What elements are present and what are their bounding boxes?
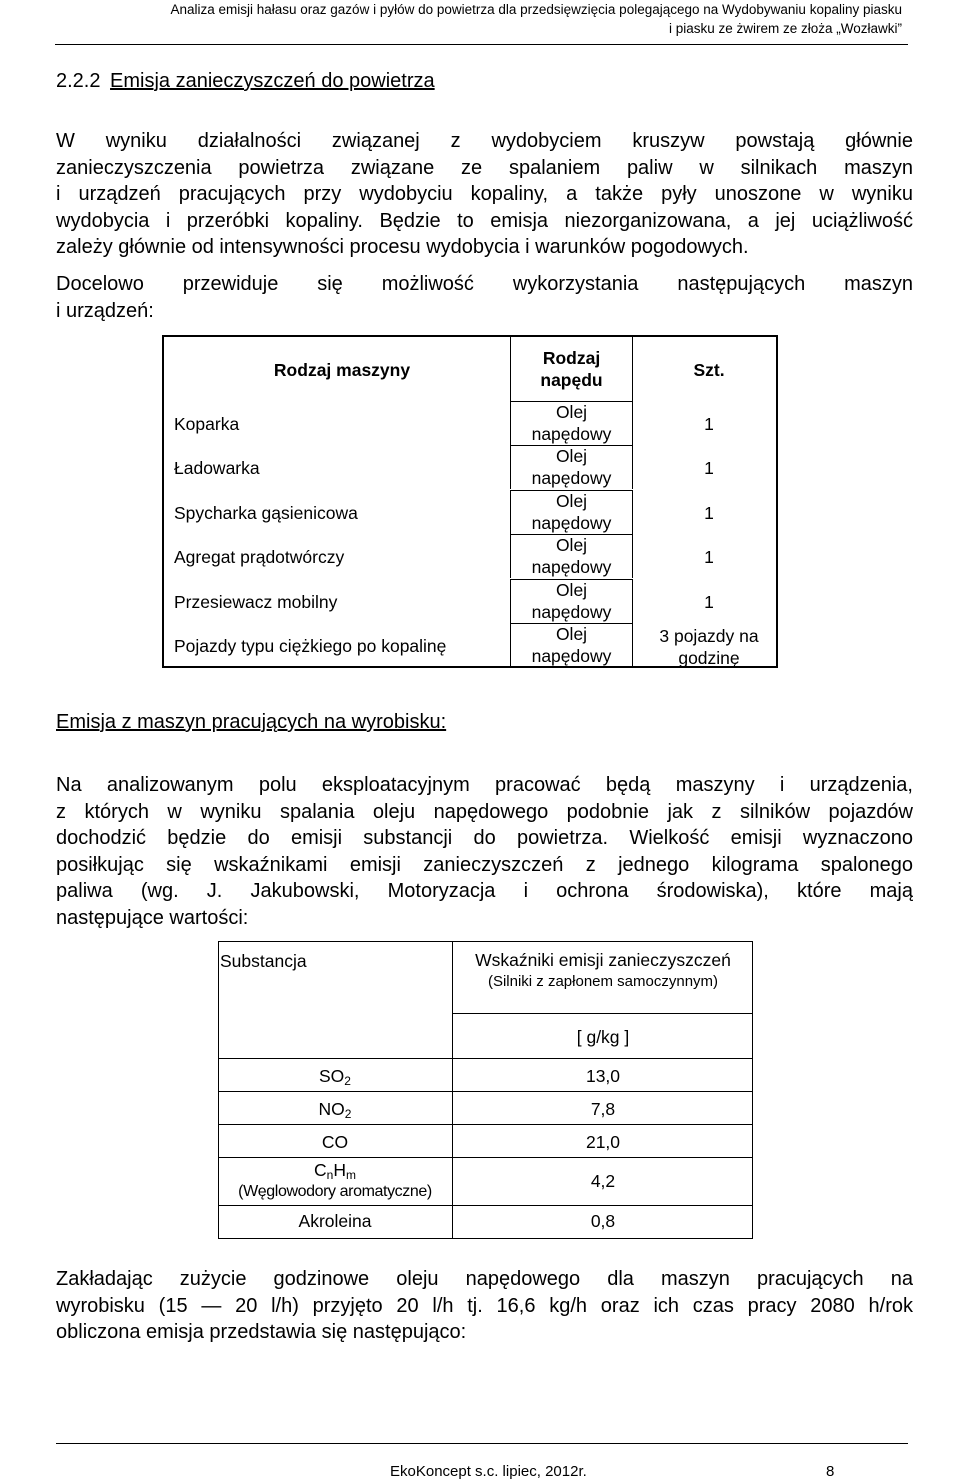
table-column-divider [452, 941, 453, 1239]
value-co: 21,0 [585, 1132, 621, 1152]
value-no2: 7,8 [590, 1099, 616, 1119]
section-title-text: Emisja zanieczyszczeń do powietrza [110, 70, 435, 92]
header-bottom-divider [218, 1058, 753, 1059]
drive-line-2: napędowy [531, 556, 612, 577]
machine-name: Spycharka gąsienicowa [174, 503, 358, 523]
machine-quantity: 1 [704, 503, 714, 523]
unit-row-divider [452, 1013, 753, 1014]
drive-line-2: napędowy [531, 645, 612, 666]
paragraph-2-line-2: i urządzeń: [56, 299, 154, 322]
paragraph-4-line-4: posiłkując się wskaźnikami emisji zanieczyszczeń z jednego kilograma spalonego [56, 853, 913, 876]
paragraph-1-line-2: zanieczyszczenia powietrza związane ze spalaniem paliw w silnikach maszyn [56, 156, 913, 179]
machines-emission-heading: Emisja z maszyn pracujących na wyrobisku: [56, 711, 447, 733]
header-line-1: Analiza emisji hałasu oraz gazów i pyłów do powietrza dla przedsięwzięcia polegającego na Wydobywaniu kopaliny piasku [170, 2, 902, 17]
drive-cell [510, 534, 633, 578]
machine-quantity [644, 625, 774, 669]
section-title [56, 68, 435, 94]
machine-quantity: 1 [704, 458, 714, 478]
table-border-top [218, 941, 753, 942]
paragraph-5-line-3: obliczona emisja przedstawia się następująco: [56, 1321, 467, 1343]
substance-cnhm-h: H [333, 1160, 346, 1180]
drive-line-2: napędowy [531, 467, 612, 488]
substance-co: CO [321, 1132, 349, 1152]
paragraph-4-line-6: następujące wartości: [56, 906, 249, 929]
page-number: 8 [826, 1463, 835, 1480]
value-so2: 13,0 [585, 1066, 621, 1086]
substance-so2-sub: 2 [344, 1074, 351, 1088]
drive-line-2: napędowy [531, 601, 612, 622]
drive-line-1: Olej [555, 535, 588, 555]
substance-cnhm-description: (Węglowodory aromatyczne) [238, 1183, 432, 1200]
drive-cell [510, 623, 633, 668]
machine-name: Koparka [174, 414, 240, 434]
header-drive-line-1: Rodzaj [542, 348, 601, 368]
drive-line-1: Olej [555, 446, 588, 466]
header-drive-type [510, 347, 633, 391]
machine-name: Pojazdy typu ciężkiego po kopalinę [174, 636, 447, 656]
drive-cell [510, 401, 633, 445]
table-border-right [752, 941, 753, 1239]
drive-line-1: Olej [555, 580, 588, 600]
machine-name: Agregat prądotwórczy [174, 547, 345, 567]
substance-so2-main: SO [319, 1066, 345, 1086]
header-substance: Substancja [220, 951, 307, 971]
substance-akroleina: Akroleina [298, 1211, 372, 1231]
drive-cell [510, 445, 633, 489]
drive-line-2: napędowy [531, 512, 612, 533]
paragraph-4-line-2: z których w wyniku spalania oleju napędowego podobnie jak z silników pojazdów [56, 800, 913, 823]
paragraph-1-line-3: i urządzeń pracujących przy wydobyciu kopaliny, a także pyły unoszone w wyniku [56, 183, 913, 205]
machines-table [162, 335, 778, 668]
machine-name: Przesiewacz mobilny [174, 592, 338, 612]
paragraph-1-line-1: W wyniku działalności związanej z wydobyciem kruszyw powstają głównie [56, 130, 913, 152]
paragraph-4-line-3: dochodzić będzie do emisji substancji do powietrza. Wielkość emisji wyznaczono [56, 827, 913, 849]
machine-quantity: 1 [704, 547, 714, 567]
drive-line-2: napędowy [531, 423, 612, 444]
drive-line-1: Olej [555, 402, 588, 422]
table-border-bottom [218, 1238, 753, 1239]
substance-no2 [218, 1099, 452, 1124]
emission-factor-table [218, 941, 753, 1239]
machine-quantity: 1 [704, 592, 714, 612]
substance-no2-sub: 2 [344, 1107, 352, 1121]
value-cnhm: 4,2 [590, 1171, 616, 1191]
paragraph-5-line-2: wyrobisku (15 — 20 l/h) przyjęto 20 l/h tj. 16,6 kg/h oraz ich czas pracy 2080 h/rok [56, 1294, 913, 1317]
drive-cell [510, 579, 633, 623]
header-machine-type: Rodzaj maszyny [273, 360, 411, 380]
quantity-line-1: 3 pojazdy na [659, 626, 759, 646]
drive-line-1: Olej [555, 624, 588, 644]
header-unit: [ g/kg ] [576, 1027, 630, 1047]
running-header [42, 0, 902, 38]
paragraph-5-line-1: Zakładając zużycie godzinowe oleju napędowego dla maszyn pracujących na [56, 1268, 913, 1290]
drive-line-1: Olej [555, 491, 588, 511]
header-engine-type: (Silniki z zapłonem samoczynnym) [487, 973, 719, 990]
paragraph-1-line-4: wydobycia i przeróbki kopaliny. Będzie to emisja niezorganizowana, a jej uciążliwość [56, 209, 913, 232]
row-divider [218, 1205, 753, 1206]
header-quantity: Szt. [693, 360, 725, 380]
value-akroleina: 0,8 [590, 1211, 616, 1231]
substance-cnhm-c: C [314, 1160, 327, 1180]
row-divider [218, 1124, 753, 1125]
header-divider [55, 44, 908, 45]
drive-cell [510, 490, 633, 534]
substance-cnhm-m: m [345, 1168, 356, 1182]
header-drive-line-2: napędu [540, 370, 603, 390]
substance-cnhm-n: n [326, 1168, 334, 1182]
section-number: 2.2.2 [56, 70, 101, 92]
header-emission-factor: Wskaźniki emisji zanieczyszczeń [475, 950, 731, 970]
paragraph-4-line-1: Na analizowanym polu eksploatacyjnym pracować będą maszyny i urządzenia, [56, 774, 913, 796]
paragraph-2-line-1: Docelowo przewiduje się możliwość wykorzystania następujących maszyn [56, 273, 913, 295]
substance-no2-main: NO [318, 1099, 345, 1119]
header-line-2: i piasku ze żwirem ze złoża „Wozławki” [668, 21, 902, 36]
footer-company: EkoKoncept s.c. lipiec, 2012r. [390, 1463, 587, 1480]
row-divider [218, 1091, 753, 1092]
machine-name: Ładowarka [174, 458, 260, 478]
paragraph-4-line-5: paliwa (wg. J. Jakubowski, Motoryzacja i ochrona środowiska), które mają [56, 880, 913, 902]
footer-divider [56, 1443, 908, 1444]
substance-so2 [218, 1066, 452, 1091]
machine-quantity: 1 [704, 414, 714, 434]
paragraph-1-line-5: zależy głównie od intensywności procesu wydobycia i warunków pogodowych. [56, 236, 749, 258]
quantity-line-2: godzinę [678, 648, 740, 668]
header-separator-left [510, 337, 511, 403]
header-separator-right [632, 337, 633, 403]
row-divider [218, 1157, 753, 1158]
